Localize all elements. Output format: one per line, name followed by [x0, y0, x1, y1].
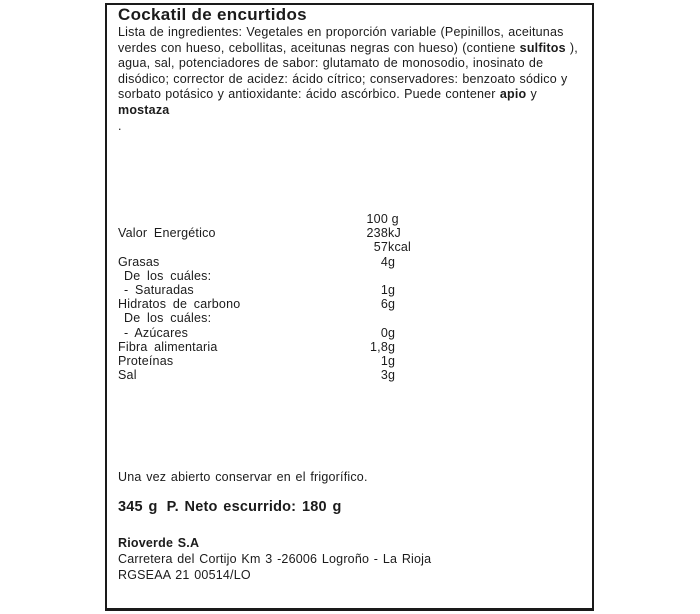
- ingredients-text-2: ), agua, sal, potenciadores de sabor: glutamato de monosodio, inosinato de disódico; corrector de acidez: ácido cítrico; conservadores: benzoato sódico y sorbato potásico y antioxidante: ácido ascórbico. Puede contener: [118, 40, 578, 102]
- row-value-unit: g: [388, 282, 396, 297]
- net-weight-drained: P. Neto escurrido: 180 g: [166, 499, 342, 515]
- row-value-unit: g: [388, 325, 396, 340]
- net-weight-gross: 345 g: [118, 499, 158, 515]
- row-value-number: 4: [380, 254, 388, 269]
- storage-note: Una vez abierto conservar en el frigorífico.: [118, 470, 368, 484]
- row-label: Proteínas: [118, 353, 174, 368]
- nutrition-row-proteinas: [107, 354, 592, 368]
- row-label: Sal: [118, 368, 137, 383]
- row-value-unit: kcal: [388, 240, 412, 255]
- row-value-number: 3: [380, 368, 388, 383]
- row-label: - Azúcares: [124, 325, 189, 340]
- manufacturer-block: [118, 536, 431, 584]
- manufacturer-address: Carretera del Cortijo Km 3 -26006 Logroño - La Rioja: [118, 551, 432, 566]
- allergen-sulfitos: sulfitos: [519, 40, 566, 55]
- product-title: Cockatil de encurtidos: [118, 5, 307, 24]
- row-value-number: 1,8: [370, 339, 388, 354]
- manufacturer-registry: RGSEAA 21 00514/LO: [118, 567, 251, 582]
- ingredients-text-3: y: [526, 87, 537, 102]
- row-label: Fibra alimentaria: [118, 339, 218, 354]
- row-label: De los cuáles:: [124, 268, 212, 283]
- trailing-period: .: [118, 118, 122, 133]
- nutrition-row-sal: [107, 368, 592, 382]
- row-value-number: 0: [380, 325, 388, 340]
- row-value-number: 1: [380, 353, 388, 368]
- row-value-number: 238: [366, 226, 388, 241]
- row-value-unit: g: [388, 254, 396, 269]
- nutrition-row-fibra: [107, 340, 592, 354]
- nutrition-row-azucares: [107, 326, 592, 340]
- ingredients-text-1: Lista de ingredientes: Vegetales en proporción variable (Pepinillos, aceitunas verdes con hueso, cebollitas, aceitunas negras con hueso) (contiene: [118, 25, 564, 55]
- net-weight-line: [118, 499, 342, 515]
- nutrition-row-de-los-cuales-grasas: [107, 269, 592, 283]
- allergen-mostaza: mostaza: [118, 102, 170, 117]
- row-value-unit: kJ: [388, 226, 401, 241]
- nutrition-column-header: [107, 212, 592, 226]
- row-value-number: 6: [380, 297, 388, 312]
- label-sheet: [105, 3, 594, 611]
- row-value-number: 57: [373, 240, 388, 255]
- nutrition-table: [107, 212, 592, 382]
- nutrition-row-de-los-cuales-hidratos: [107, 311, 592, 325]
- row-value-unit: g: [388, 353, 396, 368]
- nutrition-row-saturadas: [107, 283, 592, 297]
- row-label: Grasas: [118, 254, 160, 269]
- ingredients-paragraph: [118, 25, 582, 134]
- row-label: - Saturadas: [124, 282, 194, 297]
- row-value-unit: g: [388, 339, 396, 354]
- per-100g-number: 100: [366, 212, 388, 226]
- row-value-unit: g: [388, 297, 396, 312]
- row-value-unit: g: [388, 368, 396, 383]
- per-100g-unit: g: [388, 212, 399, 226]
- row-value-number: 1: [380, 282, 388, 297]
- nutrition-row-valor-energetico: [107, 226, 592, 240]
- nutrition-row-grasas: [107, 255, 592, 269]
- allergen-apio: apio: [499, 87, 527, 102]
- row-label: Hidratos de carbono: [118, 297, 241, 312]
- nutrition-row-hidratos: [107, 297, 592, 311]
- nutrition-row-kcal: [107, 240, 592, 254]
- row-label: Valor Energético: [118, 226, 216, 241]
- manufacturer-name: Rioverde S.A: [118, 536, 200, 550]
- row-label: De los cuáles:: [124, 311, 212, 326]
